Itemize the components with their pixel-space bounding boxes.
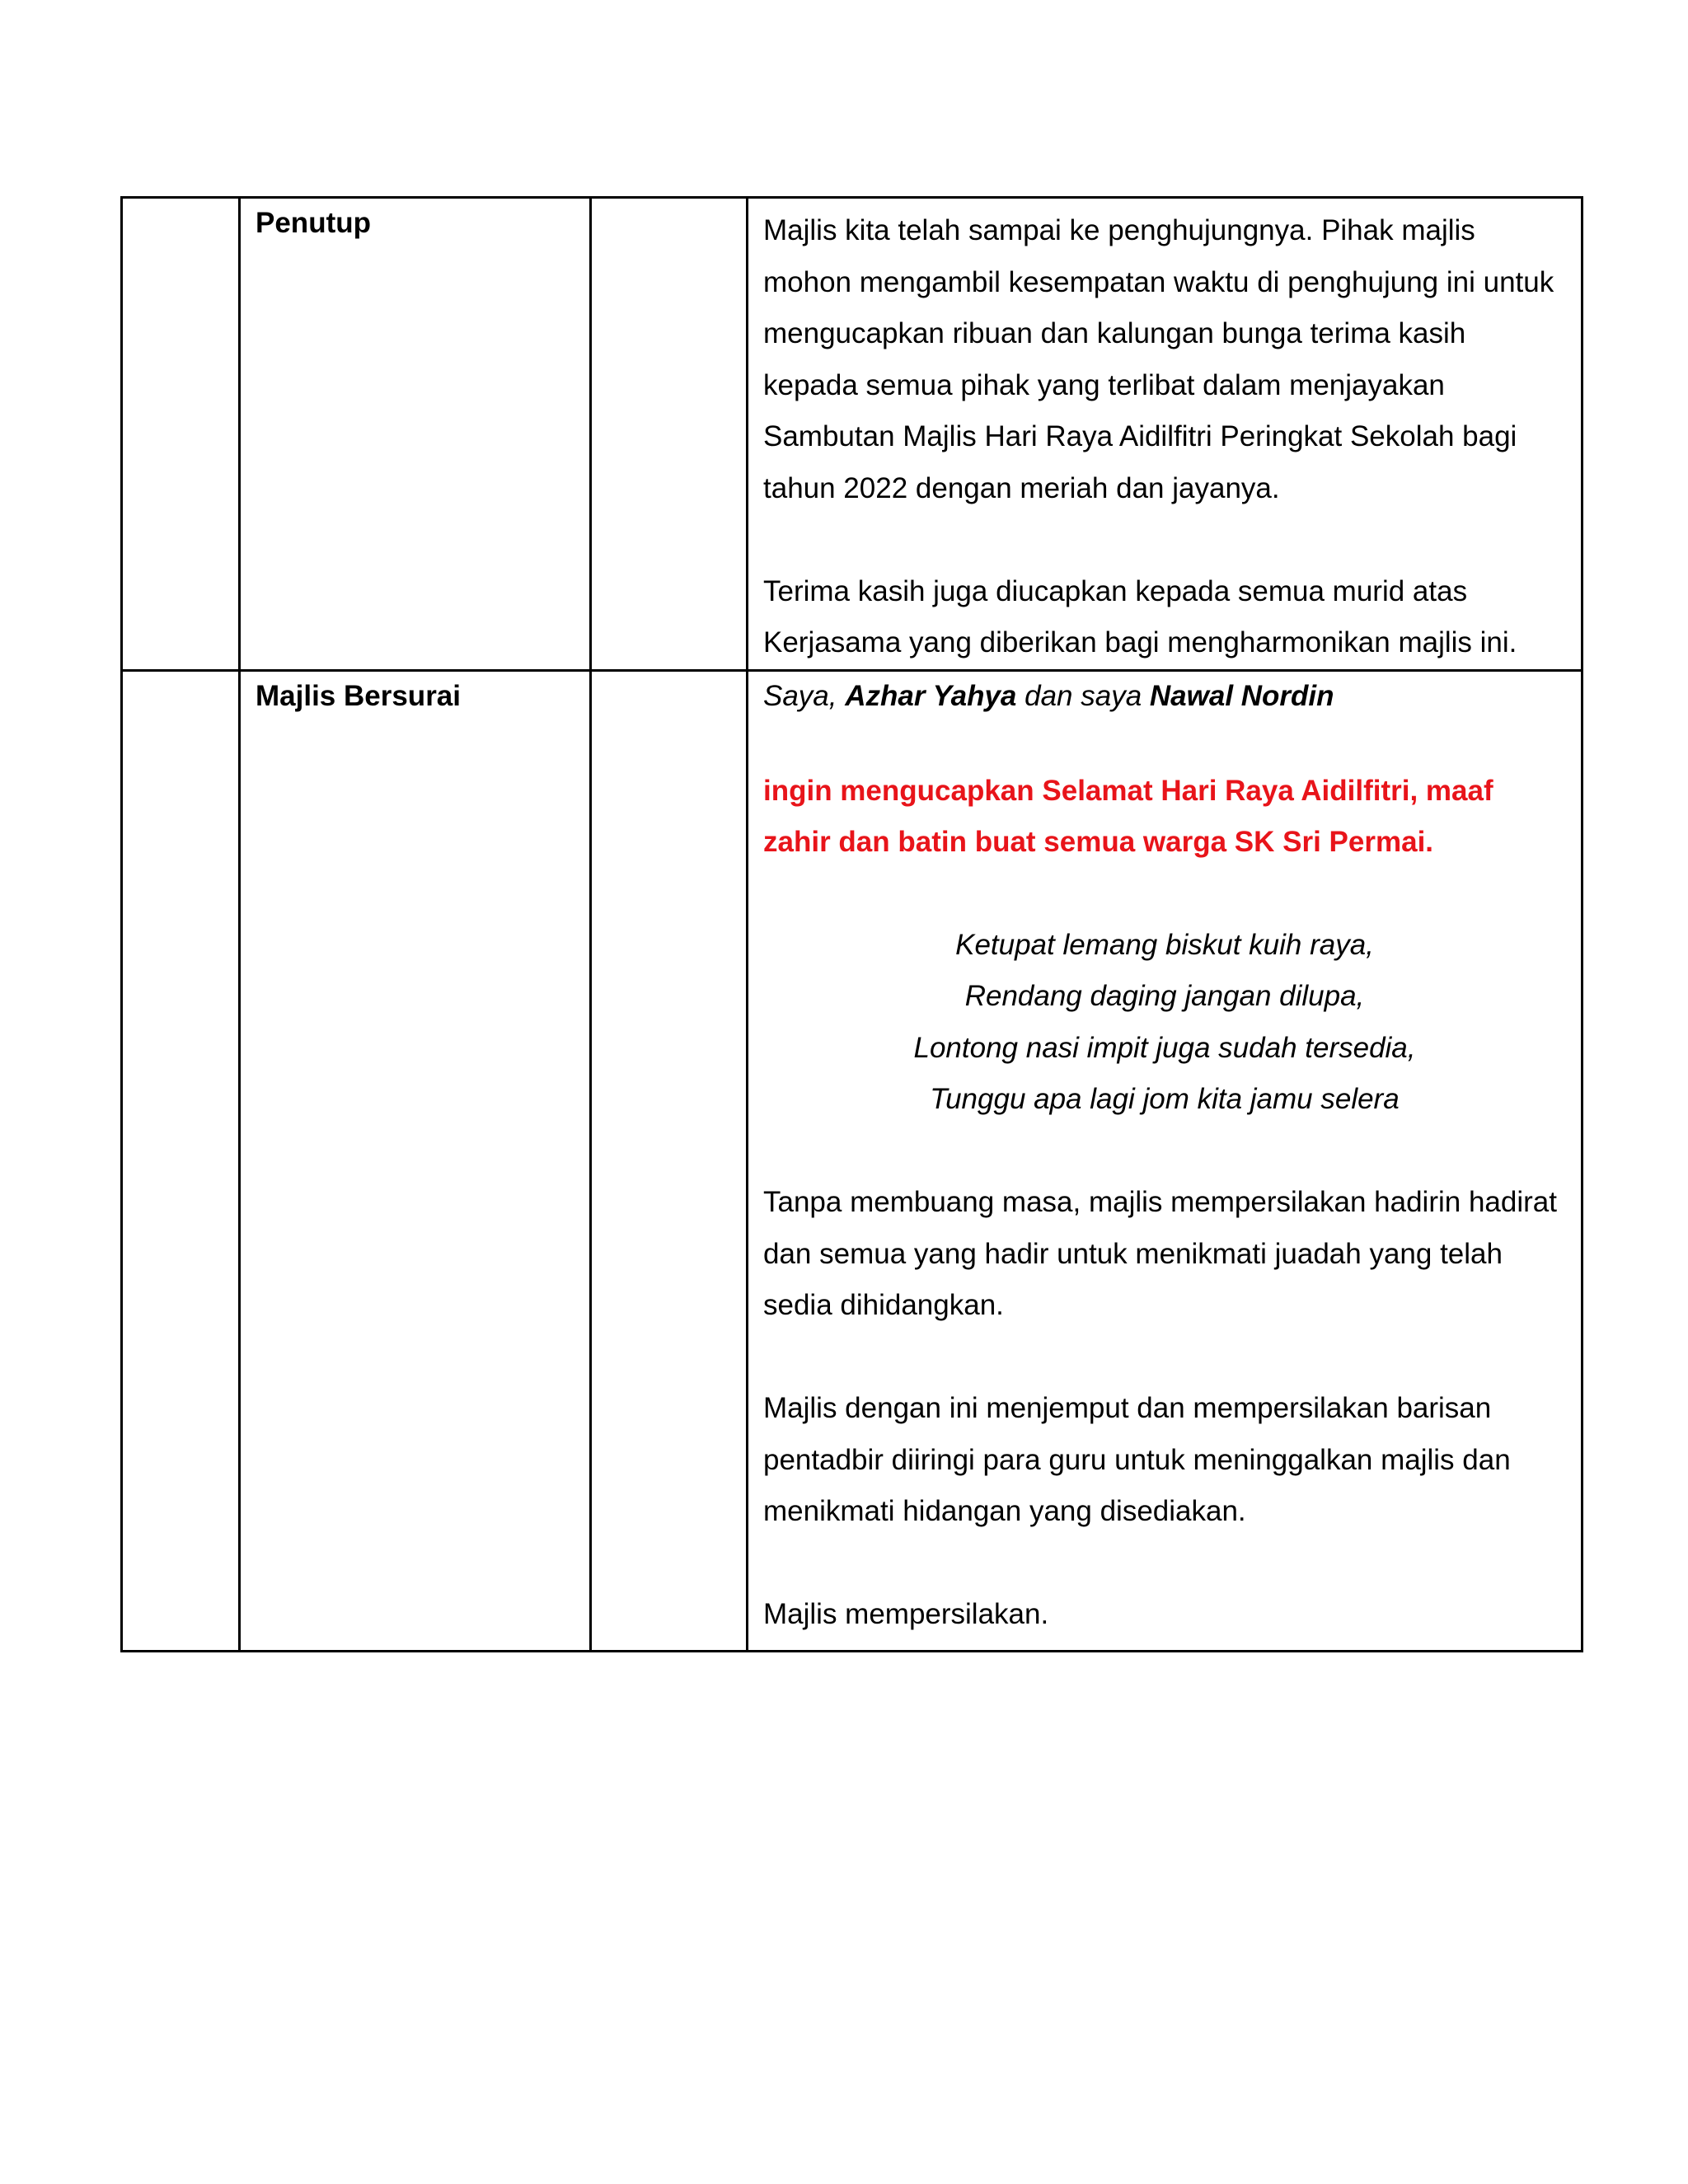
penutup-paragraph: Terima kasih juga diucapkan kepada semua murid atas Kerjasama yang diberikan bagi mengharmonikan majlis ini.: [763, 574, 1517, 658]
bersurai-paragraph: Majlis dengan ini menjemput dan mempersilakan barisan pentadbir diiringi para guru untuk meninggalkan majlis dan menikmati hidangan yang disediakan.: [763, 1392, 1511, 1527]
pantun: [763, 920, 1566, 1126]
section-heading-majlis-bersurai: Majlis Bersurai: [256, 679, 461, 712]
salam-line: [763, 678, 1566, 715]
host-name-1: Azhar Yahya: [845, 679, 1017, 712]
bersurai-paragraph: Majlis mempersilakan.: [763, 1598, 1049, 1630]
host-name-2: Nawal Nordin: [1149, 679, 1334, 712]
raya-greeting: ingin mengucapkan Selamat Hari Raya Aidilfitri, maaf zahir dan batin buat semua warga SK Sri Permai.: [763, 774, 1493, 858]
section-cell: [240, 198, 591, 671]
table-row-penutup: [122, 198, 1582, 671]
content-cell-penutup: [748, 198, 1582, 671]
table-row-majlis-bersurai: [122, 670, 1582, 1651]
empty-cell: [122, 198, 240, 671]
content-cell-majlis-bersurai: [748, 670, 1582, 1651]
empty-cell: [591, 670, 748, 1651]
pantun-line: Ketupat lemang biskut kuih raya,: [955, 928, 1374, 961]
section-heading-penutup: Penutup: [256, 207, 371, 239]
empty-cell: [122, 670, 240, 1651]
section-cell: [240, 670, 591, 1651]
empty-cell: [591, 198, 748, 671]
salam-middle: dan saya: [1016, 679, 1150, 712]
pantun-line: Rendang daging jangan dilupa,: [964, 980, 1365, 1012]
bersurai-paragraph: Tanpa membuang masa, majlis mempersilakan hadirin hadirat dan semua yang hadir untuk menikmati juadah yang telah sedia dihidangkan.: [763, 1186, 1557, 1321]
salam-prefix: Saya,: [763, 679, 846, 712]
program-table: [120, 196, 1583, 1652]
pantun-line: Tunggu apa lagi jom kita jamu selera: [930, 1083, 1400, 1115]
pantun-line: Lontong nasi impit juga sudah tersedia,: [913, 1031, 1416, 1064]
penutup-paragraph: Majlis kita telah sampai ke penghujungnya. Pihak majlis mohon mengambil kesempatan waktu di penghujung ini untuk mengucapkan ribuan dan kalungan bunga terima kasih kepada semua pihak yang terlibat dalam menjayakan Sambutan Majlis Hari Raya Aidilfitri Peringkat Sekolah bagi tahun 2022 dengan meriah dan jayanya.: [763, 214, 1554, 504]
